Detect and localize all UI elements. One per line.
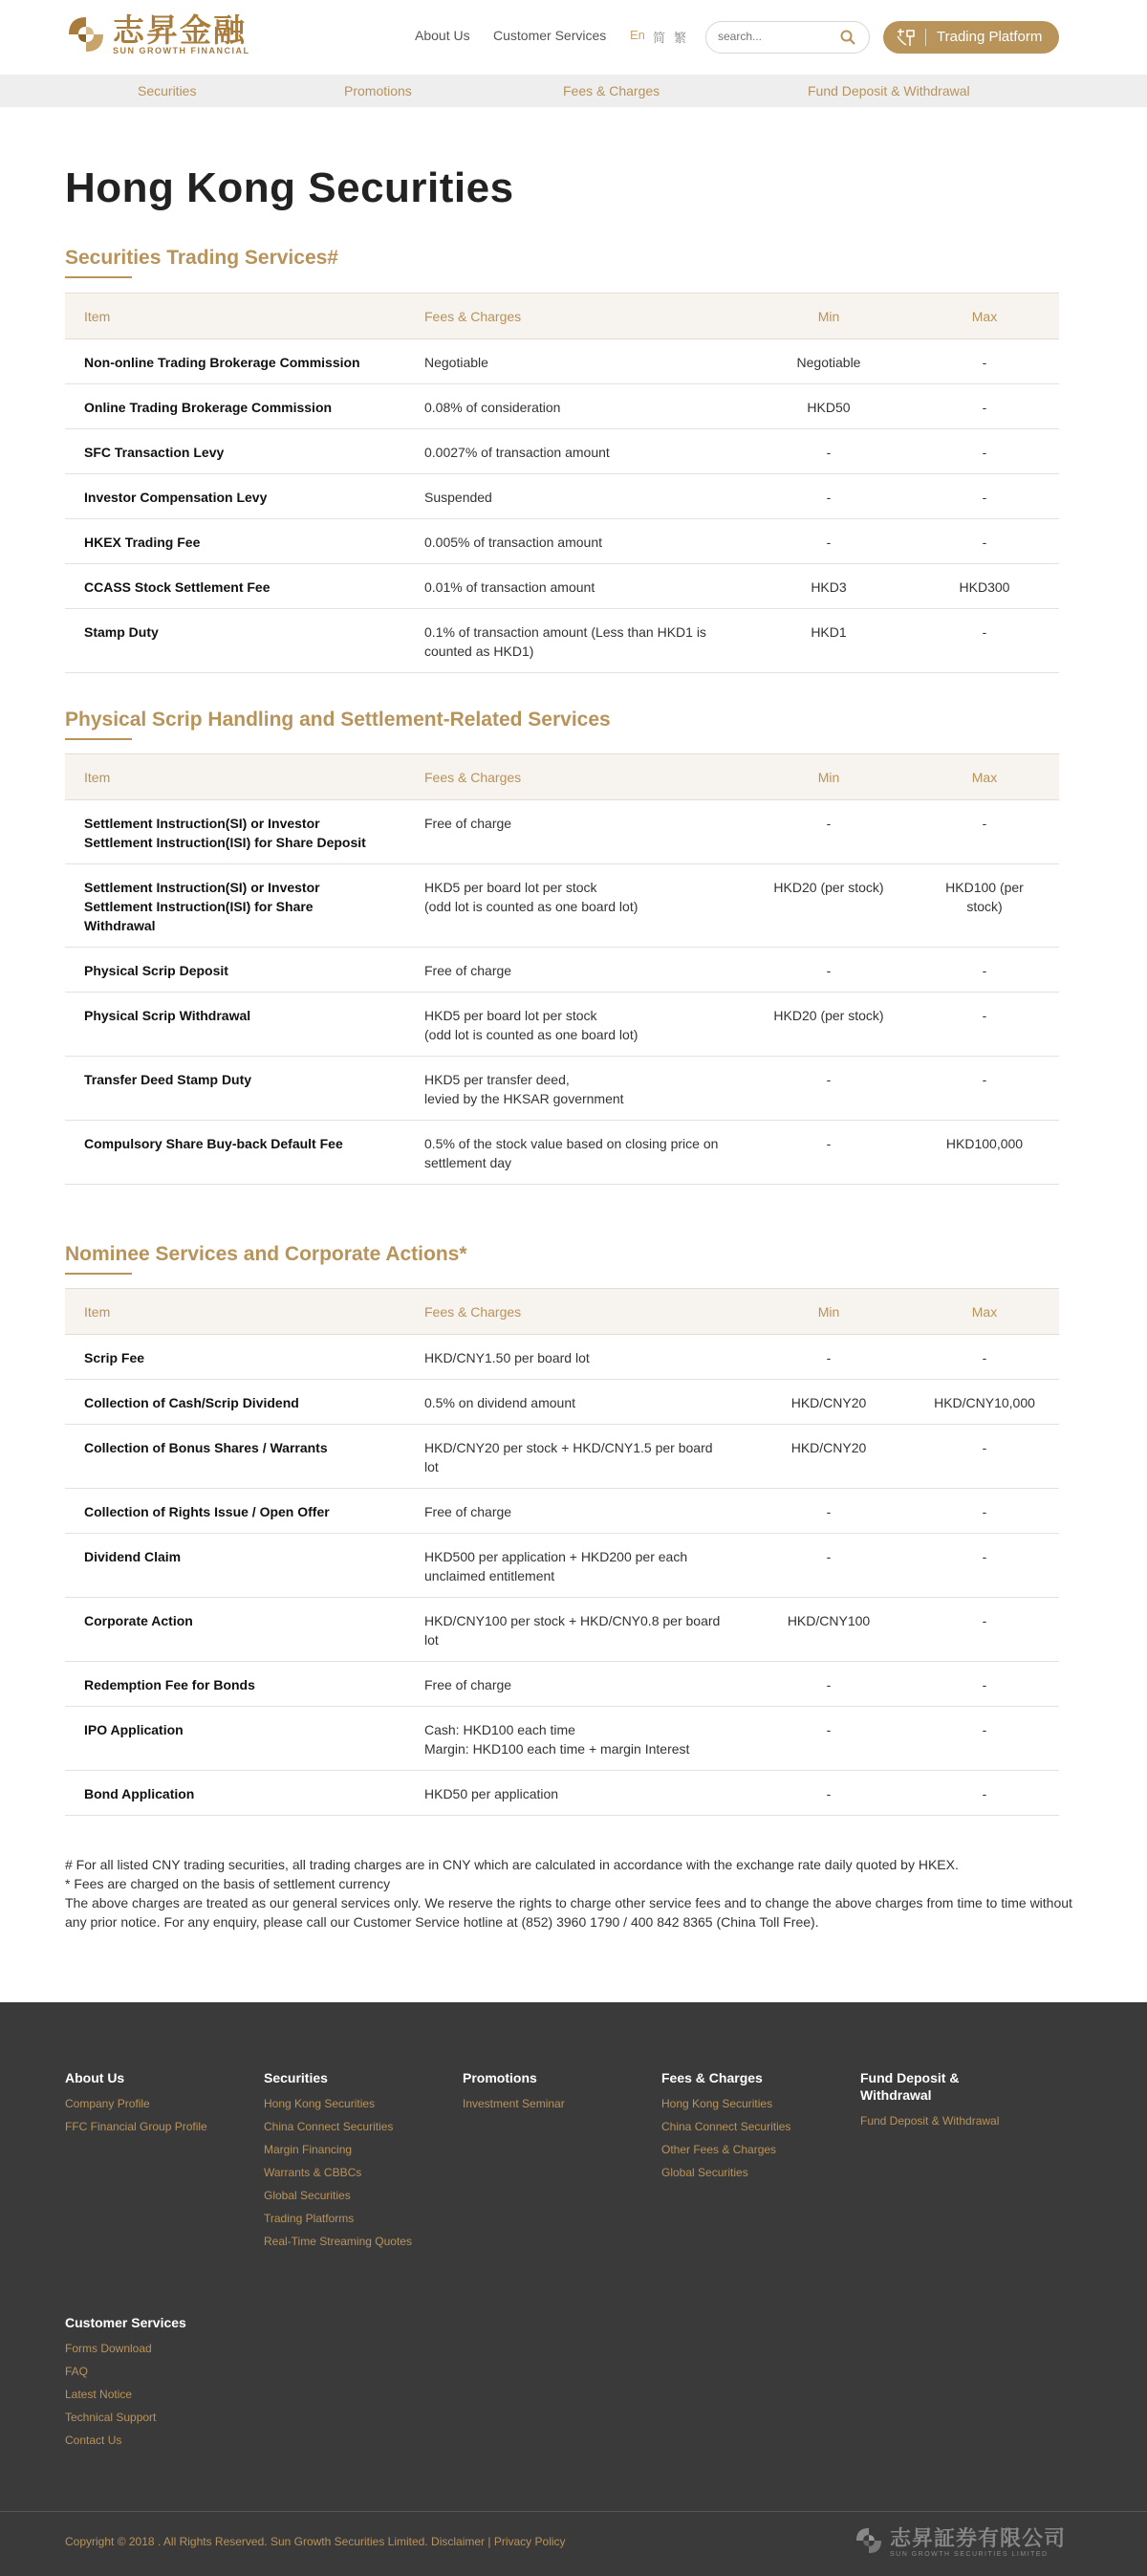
subnav-fund-deposit-withdrawal[interactable]: Fund Deposit & Withdrawal: [808, 83, 970, 98]
footer-link[interactable]: Other Fees & Charges: [661, 2143, 777, 2156]
row-item: SFC Transaction Levy: [65, 429, 405, 474]
col-header-item: Item: [65, 294, 405, 339]
row-min: HKD/CNY100: [747, 1598, 910, 1662]
footer-col-securities: [264, 2069, 412, 2253]
table-row: [65, 948, 1059, 993]
footer-link[interactable]: Hong Kong Securities: [661, 2097, 773, 2110]
footer-link[interactable]: FAQ: [65, 2365, 89, 2378]
table-row: [65, 609, 1059, 673]
row-min: -: [747, 800, 910, 864]
table-row: [65, 474, 1059, 519]
footer-col-about: [65, 2069, 207, 2138]
row-fees: Cash: HKD100 each time Margin: HKD100 each time + margin Interest: [405, 1707, 747, 1771]
footer-link[interactable]: Global Securities: [661, 2166, 748, 2179]
row-fees: Negotiable: [405, 339, 747, 384]
disclaimer-link[interactable]: Disclaimer: [431, 2535, 486, 2548]
row-max: -: [910, 1534, 1059, 1598]
row-item: Non-online Trading Brokerage Commission: [65, 339, 405, 384]
footer-link[interactable]: FFC Financial Group Profile: [65, 2120, 207, 2133]
col-header-item: Item: [65, 1289, 405, 1335]
row-min: -: [747, 948, 910, 993]
section-underline: [65, 276, 132, 278]
search-box[interactable]: [705, 21, 870, 54]
row-item: Bond Application: [65, 1771, 405, 1816]
row-min: -: [747, 474, 910, 519]
row-fees: HKD5 per board lot per stock (odd lot is counted as one board lot): [405, 993, 747, 1057]
site-footer: [0, 2002, 1147, 2576]
table-row: [65, 1707, 1059, 1771]
row-min: -: [747, 519, 910, 564]
col-header-fees: Fees & Charges: [405, 1289, 747, 1335]
row-fees: 0.08% of consideration: [405, 384, 747, 429]
col-header-max: Max: [910, 294, 1059, 339]
trading-platform-button[interactable]: [883, 21, 1059, 54]
row-min: -: [747, 1534, 910, 1598]
table-row: [65, 1662, 1059, 1707]
section-title-trading: Securities Trading Services#: [65, 247, 338, 269]
footer-logo-en: SUN GROWTH SECURITIES LIMITED: [890, 2551, 1049, 2558]
row-min: -: [747, 1121, 910, 1185]
row-min: -: [747, 1057, 910, 1121]
lang-en[interactable]: En: [630, 28, 645, 42]
row-max: -: [910, 429, 1059, 474]
footer-column-title: Promotions: [463, 2070, 537, 2085]
row-item: Online Trading Brokerage Commission: [65, 384, 405, 429]
row-min: -: [747, 1707, 910, 1771]
table-row: [65, 1335, 1059, 1380]
row-item: Compulsory Share Buy-back Default Fee: [65, 1121, 405, 1185]
col-header-min: Min: [747, 1289, 910, 1335]
brand-logo[interactable]: [65, 13, 250, 55]
footer-link[interactable]: Hong Kong Securities: [264, 2097, 376, 2110]
row-min: Negotiable: [747, 339, 910, 384]
section-title-nominee: Nominee Services and Corporate Actions*: [65, 1243, 467, 1265]
logo-mark-icon: [65, 13, 107, 55]
trading-platform-icon: [895, 28, 916, 51]
row-max: -: [910, 519, 1059, 564]
logo-cn-text: 志昇金融: [113, 11, 247, 49]
subnav-promotions[interactable]: Promotions: [344, 83, 412, 98]
table-row: [65, 564, 1059, 609]
row-max: -: [910, 1057, 1059, 1121]
footnote-disclaimer: The above charges are treated as our general services only. We reserve the rights to charge other service fees and to change the above charges from time to time without any prior notice. For any enquiry, please call our Customer Service hotline at (852) 3960 1790 / 400 842 8365 (China Toll Free).: [65, 1895, 1072, 1930]
row-min: HKD20 (per stock): [747, 993, 910, 1057]
footer-link[interactable]: Warrants & CBBCs: [264, 2166, 362, 2179]
footer-link[interactable]: Technical Support: [65, 2411, 157, 2424]
row-item: Redemption Fee for Bonds: [65, 1662, 405, 1707]
row-fees: Free of charge: [405, 800, 747, 864]
footer-col-promotions: [463, 2069, 565, 2115]
copyright-text: Copyright © 2018 . All Rights Reserved. Sun Growth Securities Limited.: [65, 2535, 428, 2548]
footer-link[interactable]: China Connect Securities: [661, 2120, 791, 2133]
row-max: HKD100 (per stock): [910, 864, 1059, 948]
subnav-fees-charges[interactable]: Fees & Charges: [563, 83, 660, 98]
table-row: [65, 1380, 1059, 1425]
row-item: Investor Compensation Levy: [65, 474, 405, 519]
row-item: Stamp Duty: [65, 609, 405, 673]
col-header-item: Item: [65, 754, 405, 800]
footer-col-customer-services: [65, 2314, 186, 2452]
row-min: -: [747, 1335, 910, 1380]
footer-link[interactable]: Latest Notice: [65, 2388, 133, 2401]
row-min: -: [747, 1662, 910, 1707]
row-max: -: [910, 384, 1059, 429]
row-min: HKD1: [747, 609, 910, 673]
row-min: -: [747, 1489, 910, 1534]
row-max: -: [910, 1335, 1059, 1380]
logo-en-text: SUN GROWTH FINANCIAL: [113, 46, 250, 55]
footer-column-title: Customer Services: [65, 2315, 186, 2330]
site-header: [0, 0, 1147, 75]
row-item: Dividend Claim: [65, 1534, 405, 1598]
row-max: -: [910, 1771, 1059, 1816]
section-title-physical-scrip: Physical Scrip Handling and Settlement-Related Services: [65, 709, 611, 731]
row-fees: HKD/CNY100 per stock + HKD/CNY0.8 per board lot: [405, 1598, 747, 1662]
row-max: -: [910, 339, 1059, 384]
fees-table-physical-scrip: [65, 753, 1059, 1185]
search-icon[interactable]: [840, 30, 855, 50]
col-header-min: Min: [747, 754, 910, 800]
row-min: HKD50: [747, 384, 910, 429]
privacy-policy-link[interactable]: Privacy Policy: [493, 2535, 566, 2548]
row-min: HKD3: [747, 564, 910, 609]
row-item: Collection of Bonus Shares / Warrants: [65, 1425, 405, 1489]
table-row: [65, 1057, 1059, 1121]
row-fees: Suspended: [405, 474, 747, 519]
row-max: -: [910, 1425, 1059, 1489]
fees-table-nominee: [65, 1288, 1059, 1816]
table-row: [65, 429, 1059, 474]
row-item: Corporate Action: [65, 1598, 405, 1662]
copyright-line: Copyright © 2018 . All Rights Reserved. Sun Growth Securities Limited. Disclaimer | Privacy Policy: [65, 2535, 566, 2548]
row-min: HKD/CNY20: [747, 1425, 910, 1489]
section-underline: [65, 1273, 132, 1275]
footer-bottom-bar: [0, 2511, 1147, 2576]
subnav-securities[interactable]: Securities: [138, 83, 197, 98]
row-item: Physical Scrip Deposit: [65, 948, 405, 993]
table-row: [65, 1489, 1059, 1534]
row-max: -: [910, 1662, 1059, 1707]
table-row: [65, 384, 1059, 429]
footer-link[interactable]: Real-Time Streaming Quotes: [264, 2235, 412, 2248]
col-header-max: Max: [910, 1289, 1059, 1335]
sub-navigation: [0, 75, 1147, 107]
row-fees: 0.1% of transaction amount (Less than HKD1 is counted as HKD1): [405, 609, 747, 673]
footer-column-title: Fees & Charges: [661, 2070, 763, 2085]
row-min: -: [747, 429, 910, 474]
footer-column-title: Fund Deposit & Withdrawal: [860, 2070, 960, 2103]
row-item: HKEX Trading Fee: [65, 519, 405, 564]
row-min: HKD/CNY20: [747, 1380, 910, 1425]
footnote-cny: # For all listed CNY trading securities, all trading charges are in CNY which are calculated in accordance with the exchange rate daily quoted by HKEX.: [65, 1857, 959, 1872]
row-item: Settlement Instruction(SI) or Investor Settlement Instruction(ISI) for Share Withdrawal: [65, 864, 405, 948]
row-fees: Free of charge: [405, 1662, 747, 1707]
row-max: -: [910, 993, 1059, 1057]
row-fees: 0.01% of transaction amount: [405, 564, 747, 609]
row-max: -: [910, 1598, 1059, 1662]
row-max: -: [910, 1489, 1059, 1534]
nav-about-us[interactable]: About Us: [415, 28, 470, 43]
footer-column-title: About Us: [65, 2070, 125, 2085]
table-row: [65, 519, 1059, 564]
row-max: -: [910, 1707, 1059, 1771]
row-fees: HKD50 per application: [405, 1771, 747, 1816]
table-row: [65, 1121, 1059, 1185]
footer-col-fees: [661, 2069, 790, 2184]
row-max: -: [910, 800, 1059, 864]
table-row: [65, 1771, 1059, 1816]
row-max: -: [910, 948, 1059, 993]
row-min: -: [747, 1771, 910, 1816]
row-max: HKD100,000: [910, 1121, 1059, 1185]
table-row: [65, 1425, 1059, 1489]
row-fees: 0.5% of the stock value based on closing price on settlement day: [405, 1121, 747, 1185]
row-fees: 0.5% on dividend amount: [405, 1380, 747, 1425]
footer-col-fund: [860, 2069, 1004, 2132]
row-item: Physical Scrip Withdrawal: [65, 993, 405, 1057]
row-min: HKD20 (per stock): [747, 864, 910, 948]
footer-link[interactable]: Fund Deposit & Withdrawal: [860, 2114, 1000, 2128]
section-underline: [65, 738, 132, 740]
table-row: [65, 1534, 1059, 1598]
footer-column-title: Securities: [264, 2070, 328, 2085]
footer-link[interactable]: Company Profile: [65, 2097, 150, 2110]
footer-link[interactable]: Global Securities: [264, 2189, 351, 2202]
table-row: [65, 800, 1059, 864]
page-title: Hong Kong Securities: [65, 164, 514, 211]
row-item: Transfer Deed Stamp Duty: [65, 1057, 405, 1121]
footer-logo: [854, 2525, 1066, 2561]
row-item: CCASS Stock Settlement Fee: [65, 564, 405, 609]
row-item: Collection of Rights Issue / Open Offer: [65, 1489, 405, 1534]
row-fees: Free of charge: [405, 948, 747, 993]
table-row: [65, 339, 1059, 384]
lang-traditional[interactable]: 繁: [674, 32, 687, 46]
footer-link[interactable]: Contact Us: [65, 2434, 122, 2447]
col-header-fees: Fees & Charges: [405, 754, 747, 800]
table-row: [65, 1598, 1059, 1662]
footnotes: [65, 1855, 1078, 1932]
row-item: Settlement Instruction(SI) or Investor Settlement Instruction(ISI) for Share Deposit: [65, 800, 405, 864]
footer-logo-mark-icon: [854, 2525, 884, 2561]
footer-link[interactable]: China Connect Securities: [264, 2120, 394, 2133]
footer-link[interactable]: Margin Financing: [264, 2143, 353, 2156]
row-max: -: [910, 609, 1059, 673]
footer-logo-cn: 志昇証券有限公司: [890, 2527, 1067, 2551]
row-max: -: [910, 474, 1059, 519]
row-fees: HKD/CNY1.50 per board lot: [405, 1335, 747, 1380]
col-header-max: Max: [910, 754, 1059, 800]
row-item: Scrip Fee: [65, 1335, 405, 1380]
row-fees: HKD5 per transfer deed, levied by the HKSAR government: [405, 1057, 747, 1121]
table-row: [65, 864, 1059, 948]
nav-customer-services[interactable]: Customer Services: [493, 28, 607, 43]
row-max: HKD/CNY10,000: [910, 1380, 1059, 1425]
col-header-min: Min: [747, 294, 910, 339]
footer-link[interactable]: Investment Seminar: [463, 2097, 565, 2110]
col-header-fees: Fees & Charges: [405, 294, 747, 339]
fees-table-trading: [65, 293, 1059, 673]
row-max: HKD300: [910, 564, 1059, 609]
table-row: [65, 993, 1059, 1057]
footnote-settlement-currency: * Fees are charged on the basis of settlement currency: [65, 1876, 391, 1891]
row-fees: HKD500 per application + HKD200 per each unclaimed entitlement: [405, 1534, 747, 1598]
row-fees: 0.0027% of transaction amount: [405, 429, 747, 474]
trading-platform-label: Trading Platform: [937, 29, 1043, 45]
lang-simplified[interactable]: 简: [653, 32, 666, 46]
footer-link[interactable]: Trading Platforms: [264, 2212, 355, 2225]
row-fees: HKD5 per board lot per stock (odd lot is counted as one board lot): [405, 864, 747, 948]
row-fees: 0.005% of transaction amount: [405, 519, 747, 564]
row-item: IPO Application: [65, 1707, 405, 1771]
row-item: Collection of Cash/Scrip Dividend: [65, 1380, 405, 1425]
search-input[interactable]: [718, 30, 833, 43]
row-fees: Free of charge: [405, 1489, 747, 1534]
footer-link[interactable]: Forms Download: [65, 2342, 152, 2355]
row-fees: HKD/CNY20 per stock + HKD/CNY1.5 per board lot: [405, 1425, 747, 1489]
